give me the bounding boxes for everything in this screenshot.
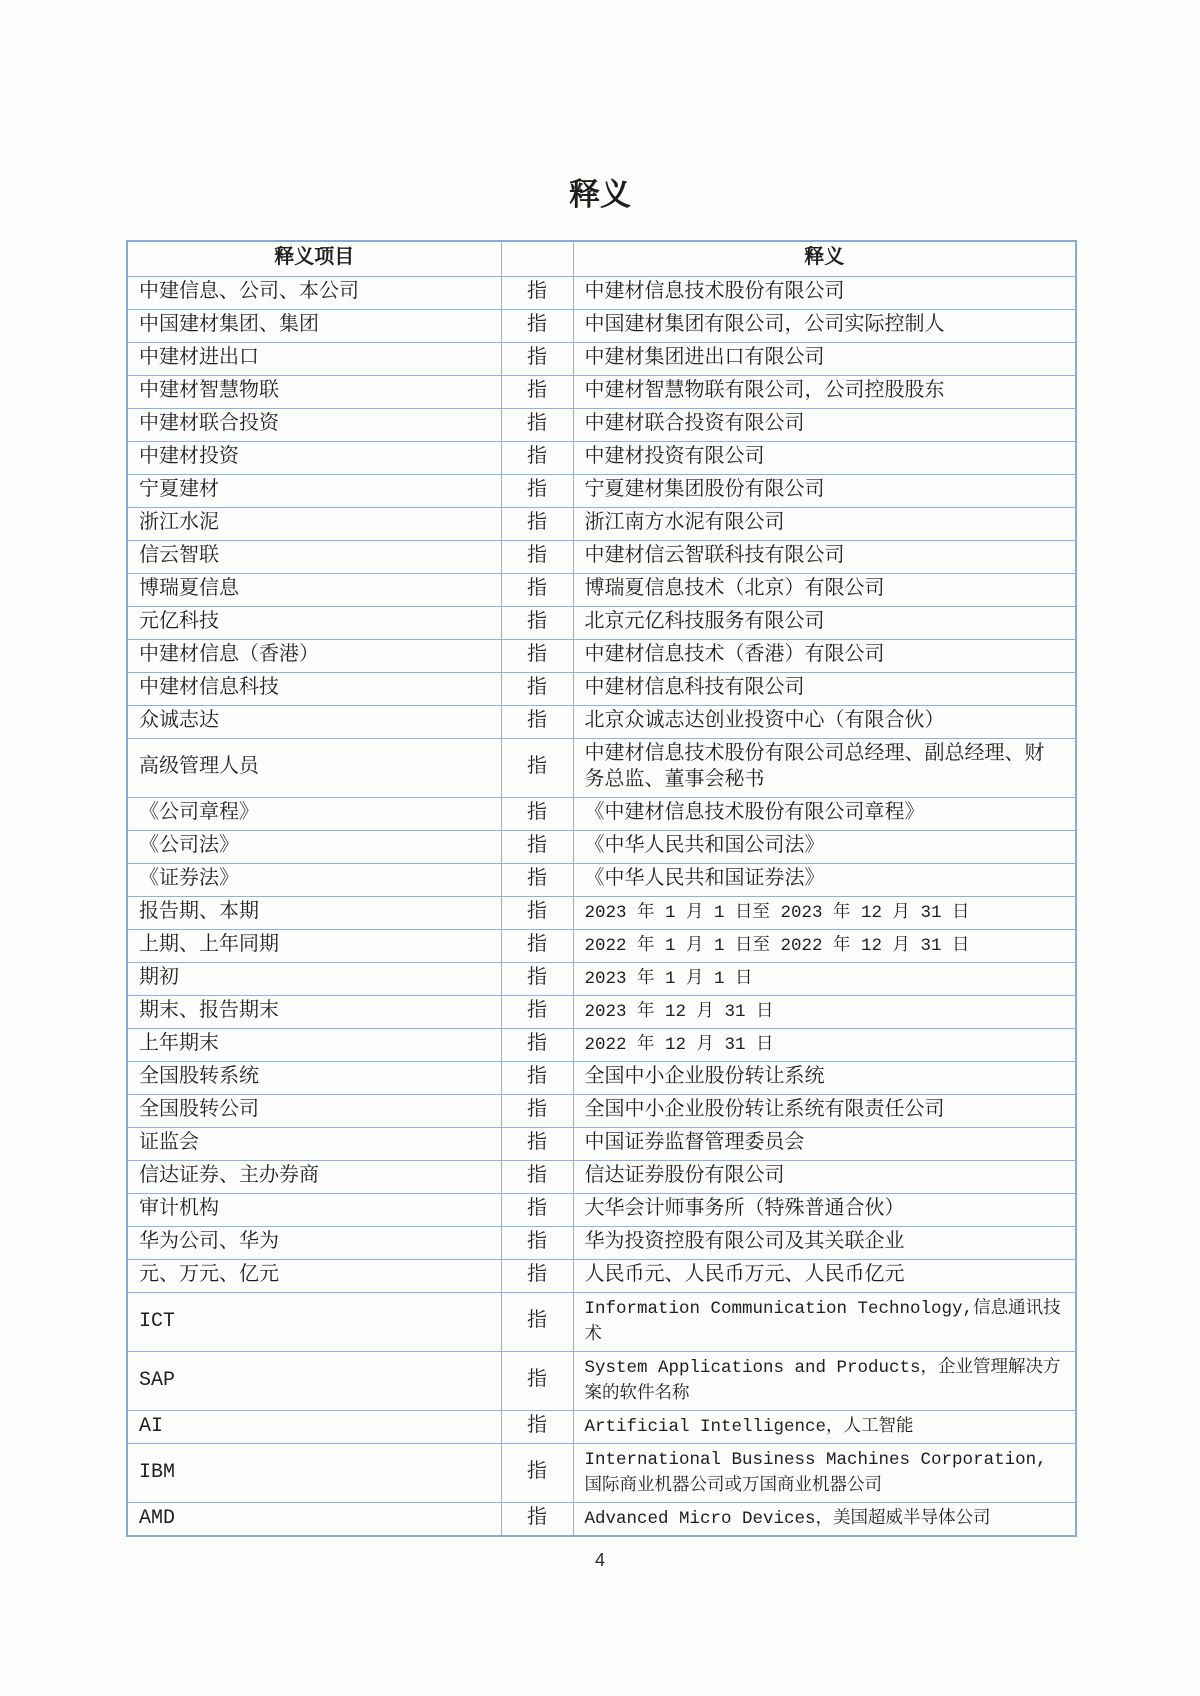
- term-cell: 中建材智慧物联: [127, 376, 501, 409]
- indicator-cell: 指: [501, 897, 573, 930]
- definition-cell: 中建材信息技术（香港）有限公司: [573, 640, 1076, 673]
- definition-cell: Advanced Micro Devices，美国超威半导体公司: [573, 1503, 1076, 1537]
- definition-cell: 中国证券监督管理委员会: [573, 1128, 1076, 1161]
- definition-cell: 中建材信息科技有限公司: [573, 673, 1076, 706]
- table-row: [127, 930, 1076, 963]
- term-cell: 中国建材集团、集团: [127, 310, 501, 343]
- table-row: [127, 1352, 1076, 1411]
- term-cell: ICT: [127, 1293, 501, 1352]
- definition-cell: 浙江南方水泥有限公司: [573, 508, 1076, 541]
- table-row: [127, 1444, 1076, 1503]
- definition-cell: 华为投资控股有限公司及其关联企业: [573, 1227, 1076, 1260]
- indicator-cell: 指: [501, 277, 573, 310]
- table-row: [127, 574, 1076, 607]
- term-cell: AI: [127, 1411, 501, 1444]
- definition-cell: 中建材投资有限公司: [573, 442, 1076, 475]
- table-row: [127, 607, 1076, 640]
- table-row: [127, 996, 1076, 1029]
- term-cell: 高级管理人员: [127, 739, 501, 798]
- definition-cell: 宁夏建材集团股份有限公司: [573, 475, 1076, 508]
- definition-cell: 中建材信云智联科技有限公司: [573, 541, 1076, 574]
- table-row: [127, 310, 1076, 343]
- term-cell: 《公司法》: [127, 831, 501, 864]
- term-cell: 证监会: [127, 1128, 501, 1161]
- definition-cell: 大华会计师事务所（特殊普通合伙）: [573, 1194, 1076, 1227]
- indicator-cell: 指: [501, 475, 573, 508]
- table-row: [127, 673, 1076, 706]
- table-row: [127, 409, 1076, 442]
- indicator-cell: 指: [501, 739, 573, 798]
- definition-cell: 2022 年 12 月 31 日: [573, 1029, 1076, 1062]
- table-row: [127, 541, 1076, 574]
- table-row: [127, 864, 1076, 897]
- indicator-cell: 指: [501, 798, 573, 831]
- table-row: [127, 798, 1076, 831]
- term-cell: AMD: [127, 1503, 501, 1537]
- header-term: 释义项目: [127, 241, 501, 277]
- indicator-cell: 指: [501, 1194, 573, 1227]
- table-row: [127, 963, 1076, 996]
- indicator-cell: 指: [501, 1227, 573, 1260]
- page-number: 4: [594, 1550, 605, 1570]
- indicator-cell: 指: [501, 1444, 573, 1503]
- table-row: [127, 1029, 1076, 1062]
- indicator-cell: 指: [501, 831, 573, 864]
- table-row: [127, 1194, 1076, 1227]
- table-row: [127, 1293, 1076, 1352]
- definition-cell: Artificial Intelligence，人工智能: [573, 1411, 1076, 1444]
- indicator-cell: 指: [501, 1161, 573, 1194]
- term-cell: 中建材联合投资: [127, 409, 501, 442]
- indicator-cell: 指: [501, 1293, 573, 1352]
- indicator-cell: 指: [501, 1352, 573, 1411]
- definition-cell: 北京元亿科技服务有限公司: [573, 607, 1076, 640]
- indicator-cell: 指: [501, 864, 573, 897]
- table-row: [127, 1260, 1076, 1293]
- indicator-cell: 指: [501, 1062, 573, 1095]
- table-row: [127, 508, 1076, 541]
- indicator-cell: 指: [501, 409, 573, 442]
- term-cell: 元、万元、亿元: [127, 1260, 501, 1293]
- definition-cell: 《中建材信息技术股份有限公司章程》: [573, 798, 1076, 831]
- term-cell: 《证券法》: [127, 864, 501, 897]
- indicator-cell: 指: [501, 673, 573, 706]
- term-cell: 报告期、本期: [127, 897, 501, 930]
- indicator-cell: 指: [501, 1260, 573, 1293]
- table-row: [127, 1411, 1076, 1444]
- definition-cell: 《中华人民共和国证券法》: [573, 864, 1076, 897]
- table-row: [127, 343, 1076, 376]
- table-row: [127, 1128, 1076, 1161]
- indicator-cell: 指: [501, 963, 573, 996]
- definition-cell: 《中华人民共和国公司法》: [573, 831, 1076, 864]
- table-row: [127, 640, 1076, 673]
- indicator-cell: 指: [501, 640, 573, 673]
- term-cell: 宁夏建材: [127, 475, 501, 508]
- table-header-row: [127, 241, 1076, 277]
- term-cell: 审计机构: [127, 1194, 501, 1227]
- term-cell: 信达证券、主办券商: [127, 1161, 501, 1194]
- indicator-cell: 指: [501, 574, 573, 607]
- table-row: [127, 1095, 1076, 1128]
- term-cell: 全国股转系统: [127, 1062, 501, 1095]
- definition-cell: 全国中小企业股份转让系统: [573, 1062, 1076, 1095]
- indicator-cell: 指: [501, 508, 573, 541]
- definition-cell: System Applications and Products，企业管理解决方案的软件名称: [573, 1352, 1076, 1411]
- indicator-cell: 指: [501, 1128, 573, 1161]
- term-cell: 上期、上年同期: [127, 930, 501, 963]
- definition-cell: 中建材集团进出口有限公司: [573, 343, 1076, 376]
- definitions-table: [126, 240, 1077, 1537]
- table-row: [127, 1161, 1076, 1194]
- term-cell: 众诚志达: [127, 706, 501, 739]
- indicator-cell: 指: [501, 1503, 573, 1537]
- table-row: [127, 1503, 1076, 1537]
- definition-cell: 中建材信息技术股份有限公司: [573, 277, 1076, 310]
- definition-cell: 2023 年 12 月 31 日: [573, 996, 1076, 1029]
- term-cell: 华为公司、华为: [127, 1227, 501, 1260]
- term-cell: 全国股转公司: [127, 1095, 501, 1128]
- term-cell: SAP: [127, 1352, 501, 1411]
- definition-cell: 2023 年 1 月 1 日至 2023 年 12 月 31 日: [573, 897, 1076, 930]
- term-cell: 信云智联: [127, 541, 501, 574]
- definition-cell: 中国建材集团有限公司，公司实际控制人: [573, 310, 1076, 343]
- definition-cell: 中建材联合投资有限公司: [573, 409, 1076, 442]
- definition-cell: 2022 年 1 月 1 日至 2022 年 12 月 31 日: [573, 930, 1076, 963]
- indicator-cell: 指: [501, 1029, 573, 1062]
- indicator-cell: 指: [501, 1411, 573, 1444]
- term-cell: 中建材信息（香港）: [127, 640, 501, 673]
- indicator-cell: 指: [501, 930, 573, 963]
- definition-cell: 中建材信息技术股份有限公司总经理、副总经理、财务总监、董事会秘书: [573, 739, 1076, 798]
- table-row: [127, 442, 1076, 475]
- indicator-cell: 指: [501, 1095, 573, 1128]
- indicator-cell: 指: [501, 996, 573, 1029]
- definition-cell: 全国中小企业股份转让系统有限责任公司: [573, 1095, 1076, 1128]
- definition-cell: International Business Machines Corporation,国际商业机器公司或万国商业机器公司: [573, 1444, 1076, 1503]
- indicator-cell: 指: [501, 607, 573, 640]
- definition-cell: 2023 年 1 月 1 日: [573, 963, 1076, 996]
- indicator-cell: 指: [501, 442, 573, 475]
- table-row: [127, 831, 1076, 864]
- indicator-cell: 指: [501, 706, 573, 739]
- definition-cell: 博瑞夏信息技术（北京）有限公司: [573, 574, 1076, 607]
- table-row: [127, 739, 1076, 798]
- term-cell: 上年期末: [127, 1029, 501, 1062]
- definition-cell: 信达证券股份有限公司: [573, 1161, 1076, 1194]
- definition-cell: 人民币元、人民币万元、人民币亿元: [573, 1260, 1076, 1293]
- definition-cell: 中建材智慧物联有限公司，公司控股股东: [573, 376, 1076, 409]
- term-cell: 浙江水泥: [127, 508, 501, 541]
- term-cell: 期末、报告期末: [127, 996, 501, 1029]
- page-title: 释义: [569, 177, 631, 212]
- term-cell: 中建材进出口: [127, 343, 501, 376]
- header-indicator: [501, 241, 573, 277]
- indicator-cell: 指: [501, 310, 573, 343]
- table-row: [127, 1062, 1076, 1095]
- table-row: [127, 706, 1076, 739]
- table-row: [127, 897, 1076, 930]
- term-cell: 中建材信息科技: [127, 673, 501, 706]
- term-cell: 中建材投资: [127, 442, 501, 475]
- term-cell: IBM: [127, 1444, 501, 1503]
- indicator-cell: 指: [501, 541, 573, 574]
- table-row: [127, 1227, 1076, 1260]
- term-cell: 中建信息、公司、本公司: [127, 277, 501, 310]
- term-cell: 博瑞夏信息: [127, 574, 501, 607]
- definition-cell: Information Communication Technology,信息通讯技术: [573, 1293, 1076, 1352]
- term-cell: 元亿科技: [127, 607, 501, 640]
- table-row: [127, 376, 1076, 409]
- term-cell: 《公司章程》: [127, 798, 501, 831]
- table-row: [127, 277, 1076, 310]
- term-cell: 期初: [127, 963, 501, 996]
- indicator-cell: 指: [501, 376, 573, 409]
- indicator-cell: 指: [501, 343, 573, 376]
- table-row: [127, 475, 1076, 508]
- definition-cell: 北京众诚志达创业投资中心（有限合伙）: [573, 706, 1076, 739]
- header-definition: 释义: [573, 241, 1076, 277]
